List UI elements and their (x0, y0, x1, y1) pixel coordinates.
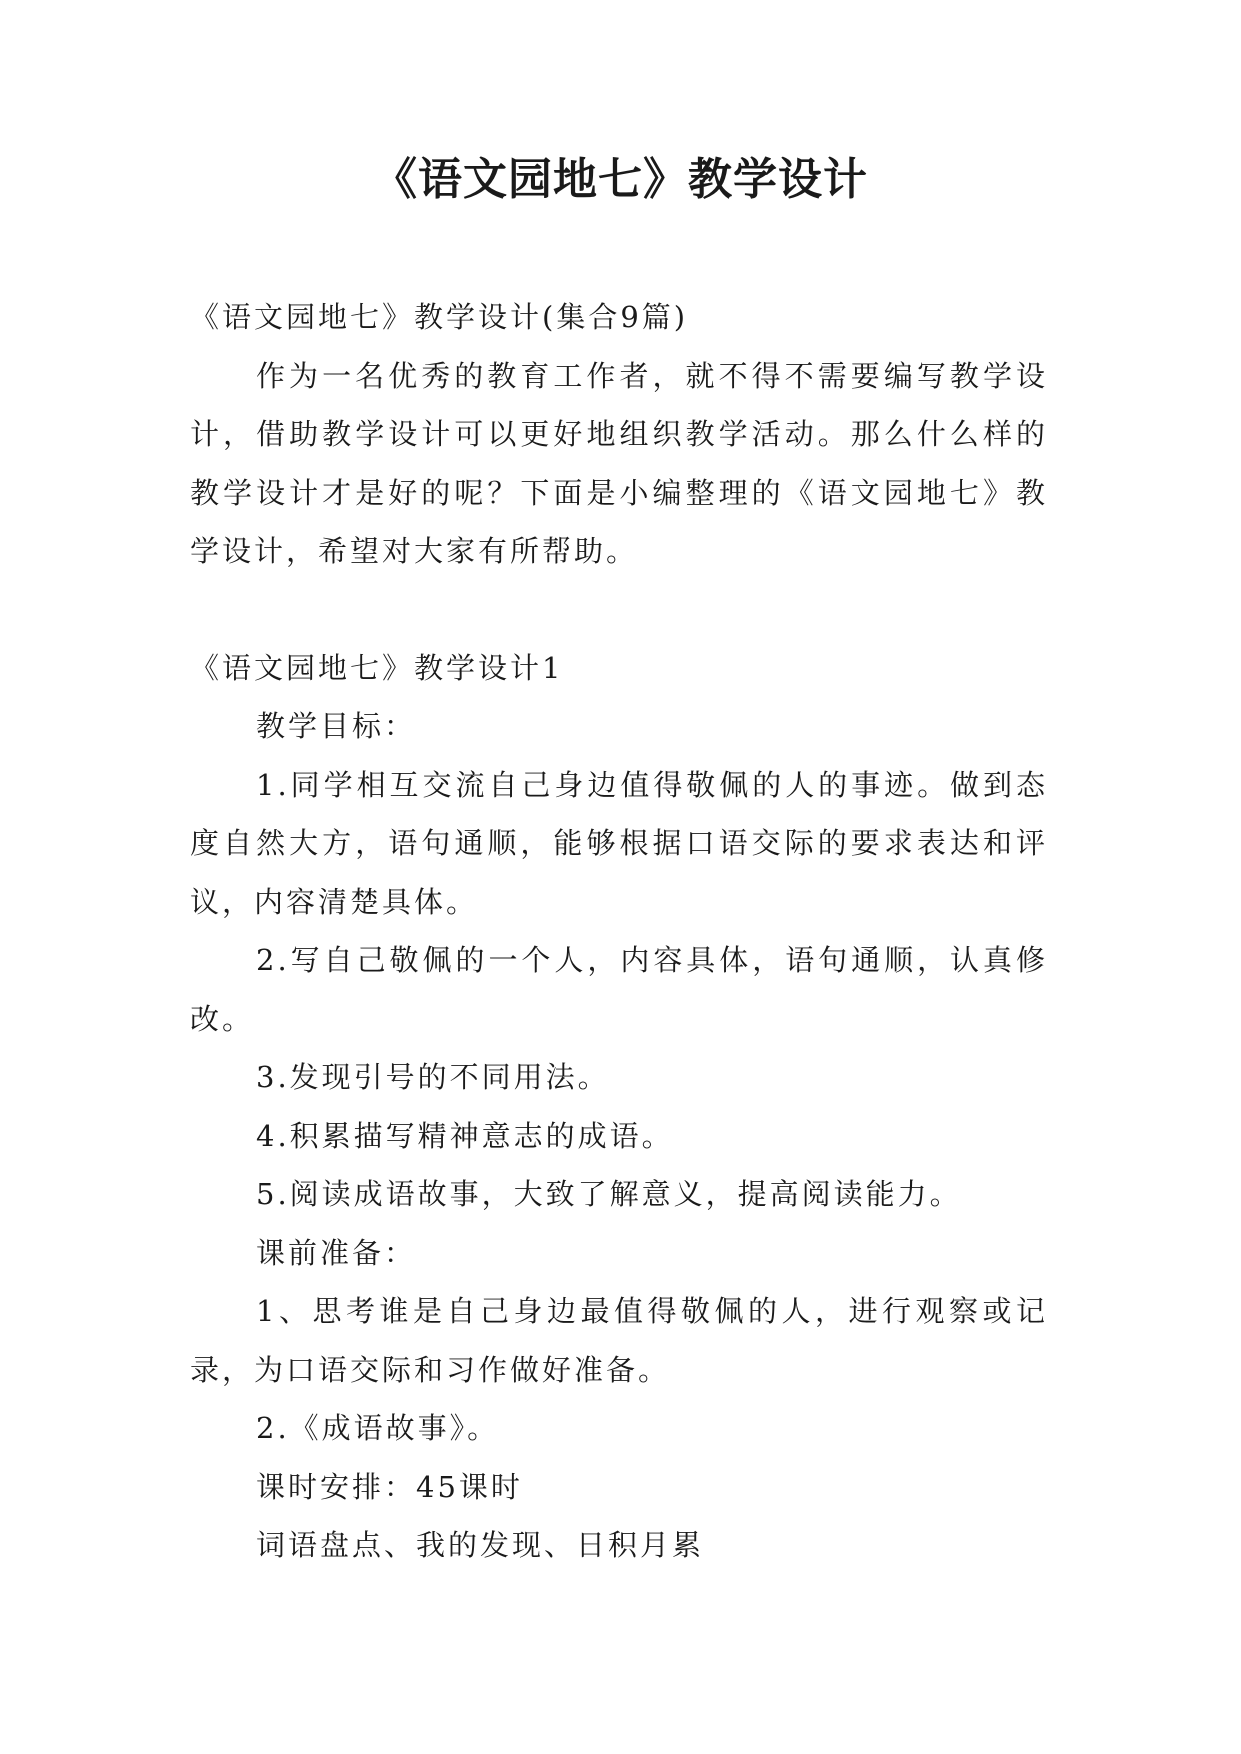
intro-paragraph: 作为一名优秀的教育工作者，就不得不需要编写教学设计，借助教学设计可以更好地组织教学活动。那么什么样的教学设计才是好的呢？下面是小编整理的《语文园地七》教学设计，希望对大家有所帮助。 (190, 358, 1048, 568)
goal-item-2: 2.写自己敬佩的一个人，内容具体，语句通顺，认真修改。 (190, 943, 1048, 1036)
teaching-goals-heading: 教学目标： (256, 709, 417, 743)
goal-item-4: 4.积累描写精神意志的成语。 (256, 1118, 674, 1153)
topics-line: 词语盘点、我的发现、日积月累 (256, 1528, 705, 1562)
goal-item-3: 3.发现引号的不同用法。 (256, 1060, 610, 1094)
preparation-item-2: 2.《成语故事》。 (256, 1411, 500, 1445)
goal-item-1: 1.同学相互交流自己身边值得敬佩的人的事迹。做到态度自然大方，语句通顺，能够根据口语交际的要求表达和评议，内容清楚具体。 (190, 767, 1048, 919)
collection-subtitle: 《语文园地七》教学设计(集合9篇) (190, 300, 689, 334)
document-title: 《语文园地七》教学设计 (373, 154, 868, 205)
document-body (190, 288, 1048, 1575)
section-spacer (190, 581, 1048, 639)
goal-item-5: 5.阅读成语故事，大致了解意义，提高阅读能力。 (256, 1177, 962, 1211)
preparation-item-1: 1、思考谁是自己身边最值得敬佩的人，进行观察或记录，为口语交际和习作做好准备。 (190, 1294, 1048, 1387)
section-heading-1: 《语文园地七》教学设计1 (190, 650, 564, 685)
preparation-heading: 课前准备： (256, 1235, 417, 1270)
schedule-line: 课时安排：45课时 (256, 1469, 523, 1504)
